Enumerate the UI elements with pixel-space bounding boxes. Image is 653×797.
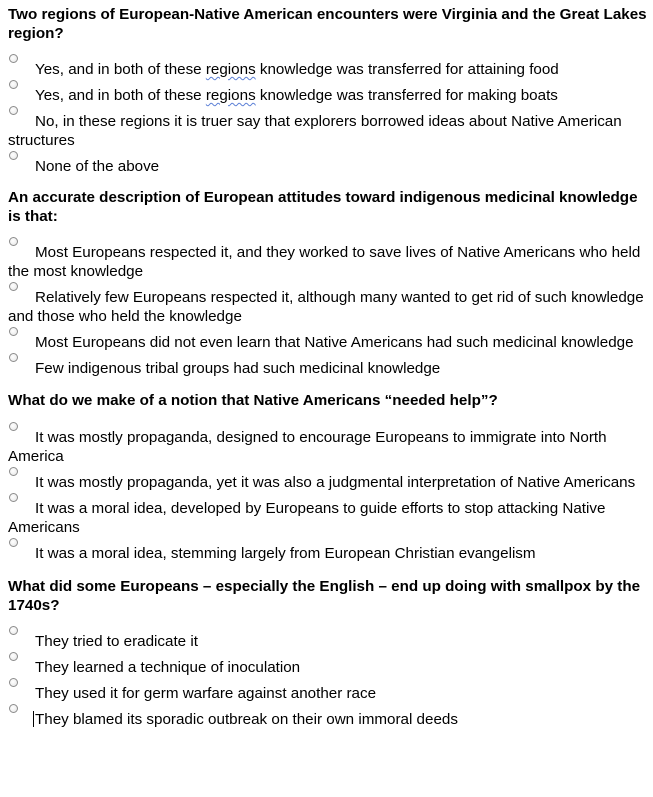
answer-text: They learned a technique of inoculation <box>35 659 301 676</box>
answer-option[interactable] <box>8 105 648 150</box>
answer-label[interactable] <box>8 658 648 677</box>
answer-label[interactable] <box>8 60 648 79</box>
radio-button[interactable] <box>9 54 18 63</box>
radio-button[interactable] <box>9 626 18 635</box>
answer-option[interactable] <box>8 615 648 651</box>
answer-label[interactable] <box>8 157 648 176</box>
question-text: What did some Europeans – especially the English – end up doing with smallpox by the 1740s? <box>8 578 641 614</box>
radio-button[interactable] <box>9 327 18 336</box>
answer-text: Yes, and in both of these <box>35 87 206 104</box>
answer-option[interactable] <box>8 43 648 79</box>
question-text: What do we make of a notion that Native Americans “needed help”? <box>8 392 498 409</box>
answer-label[interactable] <box>8 112 648 150</box>
answer-text: None of the above <box>35 158 160 175</box>
question-text: An accurate description of European attitudes toward indigenous medicinal knowledge is that: <box>8 189 638 225</box>
radio-button[interactable] <box>9 467 18 476</box>
question-3 <box>8 391 648 563</box>
radio-button[interactable] <box>9 237 18 246</box>
answer-text: It was mostly propaganda, designed to encourage Europeans to immigrate into North America <box>8 429 607 465</box>
answer-text: It was mostly propaganda, yet it was also a judgmental interpretation of Native Americans <box>35 474 636 491</box>
question-text: Two regions of European-Native American encounters were Virginia and the Great Lakes region? <box>8 6 647 42</box>
radio-button[interactable] <box>9 493 18 502</box>
answer-text: They used it for germ warfare against another race <box>35 685 377 702</box>
spellcheck-flagged-word: regions <box>205 87 256 104</box>
answer-label[interactable] <box>8 86 648 105</box>
answer-text-end: knowledge was transferred for making boats <box>255 87 558 104</box>
answer-option[interactable] <box>8 281 648 326</box>
answer-label[interactable] <box>8 359 648 378</box>
answer-option[interactable] <box>8 352 648 378</box>
text-cursor <box>33 711 34 727</box>
spellcheck-flagged-word: regions <box>205 61 256 78</box>
radio-button[interactable] <box>9 282 18 291</box>
answer-label[interactable] <box>8 499 648 537</box>
answer-label[interactable] <box>8 473 648 492</box>
radio-button[interactable] <box>9 106 18 115</box>
answer-text: Most Europeans did not even learn that Native Americans had such medicinal knowledge <box>35 334 634 351</box>
answer-option[interactable] <box>8 410 648 466</box>
radio-button[interactable] <box>9 652 18 661</box>
answer-option[interactable] <box>8 677 648 703</box>
radio-button[interactable] <box>9 151 18 160</box>
answer-text: It was a moral idea, developed by Europeans to guide efforts to stop attacking Native Americans <box>8 500 606 536</box>
radio-button[interactable] <box>9 80 18 89</box>
answer-option[interactable] <box>8 466 648 492</box>
answer-label[interactable] <box>8 544 648 563</box>
question-2 <box>8 188 648 378</box>
answer-label[interactable] <box>8 684 648 703</box>
answer-text: Yes, and in both of these <box>35 61 206 78</box>
answer-option[interactable] <box>8 79 648 105</box>
answer-label[interactable] <box>8 288 648 326</box>
answer-text: No, in these regions it is truer say that explorers borrowed ideas about Native American structures <box>8 113 622 149</box>
answer-option[interactable] <box>8 703 648 729</box>
answer-label[interactable] <box>8 243 648 281</box>
answer-option[interactable] <box>8 492 648 537</box>
answer-text: Relatively few Europeans respected it, although many wanted to get rid of such knowledge and those who held the knowledge <box>8 289 644 325</box>
question-1 <box>8 5 648 176</box>
answer-text: They tried to eradicate it <box>35 633 198 650</box>
answer-label[interactable] <box>8 333 648 352</box>
answer-text: Few indigenous tribal groups had such medicinal knowledge <box>35 360 441 377</box>
answer-option[interactable] <box>8 226 648 281</box>
radio-button[interactable] <box>9 422 18 431</box>
radio-button[interactable] <box>9 678 18 687</box>
answer-text: They blamed its sporadic outbreak on their own immoral deeds <box>35 711 458 728</box>
answer-text: It was a moral idea, stemming largely from European Christian evangelism <box>35 545 536 562</box>
radio-button[interactable] <box>9 704 18 713</box>
quiz-form <box>8 5 648 729</box>
answer-option[interactable] <box>8 150 648 176</box>
question-4 <box>8 577 648 729</box>
answer-text: Most Europeans respected it, and they worked to save lives of Native Americans who held the most knowledge <box>8 244 641 280</box>
answer-option[interactable] <box>8 651 648 677</box>
answer-option[interactable] <box>8 326 648 352</box>
answer-label[interactable] <box>8 428 648 466</box>
answer-label[interactable] <box>8 710 648 729</box>
answer-label[interactable] <box>8 632 648 651</box>
answer-option[interactable] <box>8 537 648 563</box>
radio-button[interactable] <box>9 538 18 547</box>
answer-text-end: knowledge was transferred for attaining food <box>255 61 559 78</box>
radio-button[interactable] <box>9 353 18 362</box>
